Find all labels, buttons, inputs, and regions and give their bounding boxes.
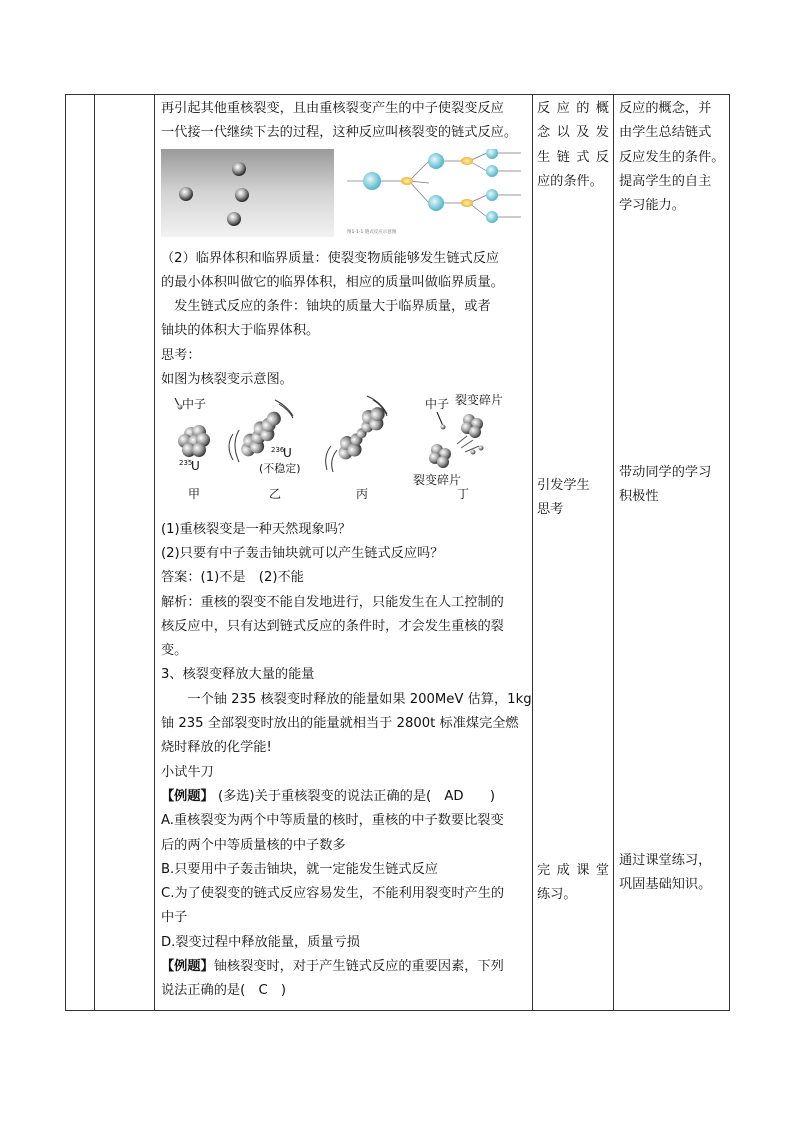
option-line: 中子 xyxy=(161,910,188,926)
text-line: 烧时释放的化学能! xyxy=(161,740,272,756)
text-line: 小试牛刀 xyxy=(161,764,214,780)
text-line: 再引起其他重核裂变，且由重核裂变产生的中子使裂变反应 xyxy=(161,101,504,116)
stage-yi xyxy=(229,400,301,501)
activity-line: 生链式反 xyxy=(537,149,609,165)
text-line: 解析：重核的裂变不能自发地进行，只能发生在人工控制的 xyxy=(161,594,504,610)
intent-line: 学习能力。 xyxy=(619,198,685,214)
fragment-label: 裂变碎片 xyxy=(455,394,504,408)
text-line: 一代接一代继续下去的过程，这种反应叫核裂变的链式反应。 xyxy=(161,125,518,141)
column-divider xyxy=(532,95,533,1010)
text-line: 思考： xyxy=(161,347,201,363)
activity-line: 念以及发 xyxy=(537,125,609,141)
stage-ding xyxy=(413,394,503,501)
example-tag: 【例题】 xyxy=(161,959,214,975)
activity-line: 应的条件。 xyxy=(537,173,603,189)
stage-label: 丁 xyxy=(457,487,470,502)
text-line: 一个铀 235 核裂变时释放的能量如果 200MeV 估算，1kg xyxy=(161,691,532,707)
intent-line: 通过课堂练习， xyxy=(619,853,712,868)
student-activity-block xyxy=(537,474,609,523)
activity-line: 练习。 xyxy=(537,887,577,903)
stage-label: 乙 xyxy=(269,487,282,502)
intent-line: 反应发生的条件。 xyxy=(619,149,725,165)
stage-label: 丙 xyxy=(356,487,369,502)
text-line: 铀块的体积大于临界体积。 xyxy=(161,323,320,339)
element-symbol: U xyxy=(191,459,200,474)
student-activity-block xyxy=(537,859,609,908)
text-line: （2）临界体积和临界质量：使裂变物质能够发生链式反应 xyxy=(161,250,500,266)
text-line: 发生链式反应的条件：铀块的质量大于临界质量，或者 xyxy=(161,299,491,315)
lesson-table xyxy=(65,94,730,1011)
text-line: 核反应中，只有达到链式反应的条件时，才会发生重核的裂 xyxy=(161,618,504,634)
neutron-photo-figure xyxy=(161,149,334,237)
text-line: 答案：(1)不是 (2)不能 xyxy=(161,570,304,586)
option-line: A.重核裂变为两个中等质量的核时，重核的中子数要比裂变 xyxy=(161,813,504,829)
intent-line: 由学生总结链式 xyxy=(619,125,712,141)
example-text: (多选)关于重核裂变的说法正确的是( AD ) xyxy=(213,788,496,804)
example-text: 铀核裂变时，对于产生链式反应的重要因素，下列 xyxy=(213,959,504,975)
figure-caption: 图1-1-1 链式反应示意图 xyxy=(347,229,397,235)
design-intent-block xyxy=(619,849,727,898)
section-heading: 3、核裂变释放大量的能量 xyxy=(161,667,315,683)
unstable-label: (不稳定) xyxy=(259,462,301,476)
stage-bing xyxy=(326,396,392,501)
activity-line: 反应的概 xyxy=(537,101,609,116)
figure-row xyxy=(161,149,529,243)
teaching-content-cell xyxy=(161,97,532,1004)
activity-line: 完成课堂 xyxy=(537,863,609,878)
text-line: 如图为核裂变示意图。 xyxy=(161,372,293,388)
intent-line: 巩固基础知识。 xyxy=(619,877,712,893)
intent-line: 提高学生的自主 xyxy=(619,173,712,189)
text-line: (1)重核裂变是一种天然现象吗？ xyxy=(161,521,352,537)
student-activity-block xyxy=(537,97,609,194)
example-tag: 【例题】 xyxy=(161,788,214,804)
mass-number: 235 xyxy=(179,459,193,468)
intent-line: 带动同学的学习 xyxy=(619,465,712,480)
activity-line: 引发学生 xyxy=(537,478,590,493)
text-line: (2)只要有中子轰击铀块就可以产生链式反应吗？ xyxy=(161,545,444,561)
intent-line: 反应的概念，并 xyxy=(619,101,712,116)
design-intent-block xyxy=(619,97,727,218)
text-line: 铀 235 全部裂变时放出的能量就相当于 2800t 标准煤完全燃 xyxy=(161,716,519,732)
text-line: 说法正确的是( C ) xyxy=(161,983,286,999)
text-line: 的最小体积叫做它的临界体积，相应的质量叫做临界质量。 xyxy=(161,274,504,290)
fission-diagram xyxy=(161,394,529,506)
option-line: D.裂变过程中释放能量，质量亏损 xyxy=(161,934,360,950)
example-question xyxy=(161,785,529,809)
text-line: 变。 xyxy=(161,643,188,659)
stage-label: 甲 xyxy=(188,487,201,502)
fragment-label: 裂变碎片 xyxy=(413,473,462,488)
intent-line: 积极性 xyxy=(619,489,659,505)
neutron-label: 中子 xyxy=(182,397,207,412)
column-divider xyxy=(613,95,614,1010)
column-divider xyxy=(154,95,155,1010)
chain-reaction-diagram xyxy=(337,149,529,239)
example-question xyxy=(161,955,529,979)
element-symbol: U xyxy=(283,446,292,461)
stage-jia xyxy=(175,396,210,501)
option-line: 后的两个中等质量核的中子数多 xyxy=(161,837,346,853)
neutron-label: 中子 xyxy=(425,397,450,412)
option-line: C.为了使裂变的链式反应容易发生，不能利用裂变时产生的 xyxy=(161,886,505,902)
option-line: B.只要用中子轰击铀块，就一定能发生链式反应 xyxy=(161,861,438,877)
column-divider xyxy=(94,95,95,1010)
activity-line: 思考 xyxy=(537,502,564,518)
mass-number: 236 xyxy=(271,446,285,455)
design-intent-block xyxy=(619,461,727,510)
